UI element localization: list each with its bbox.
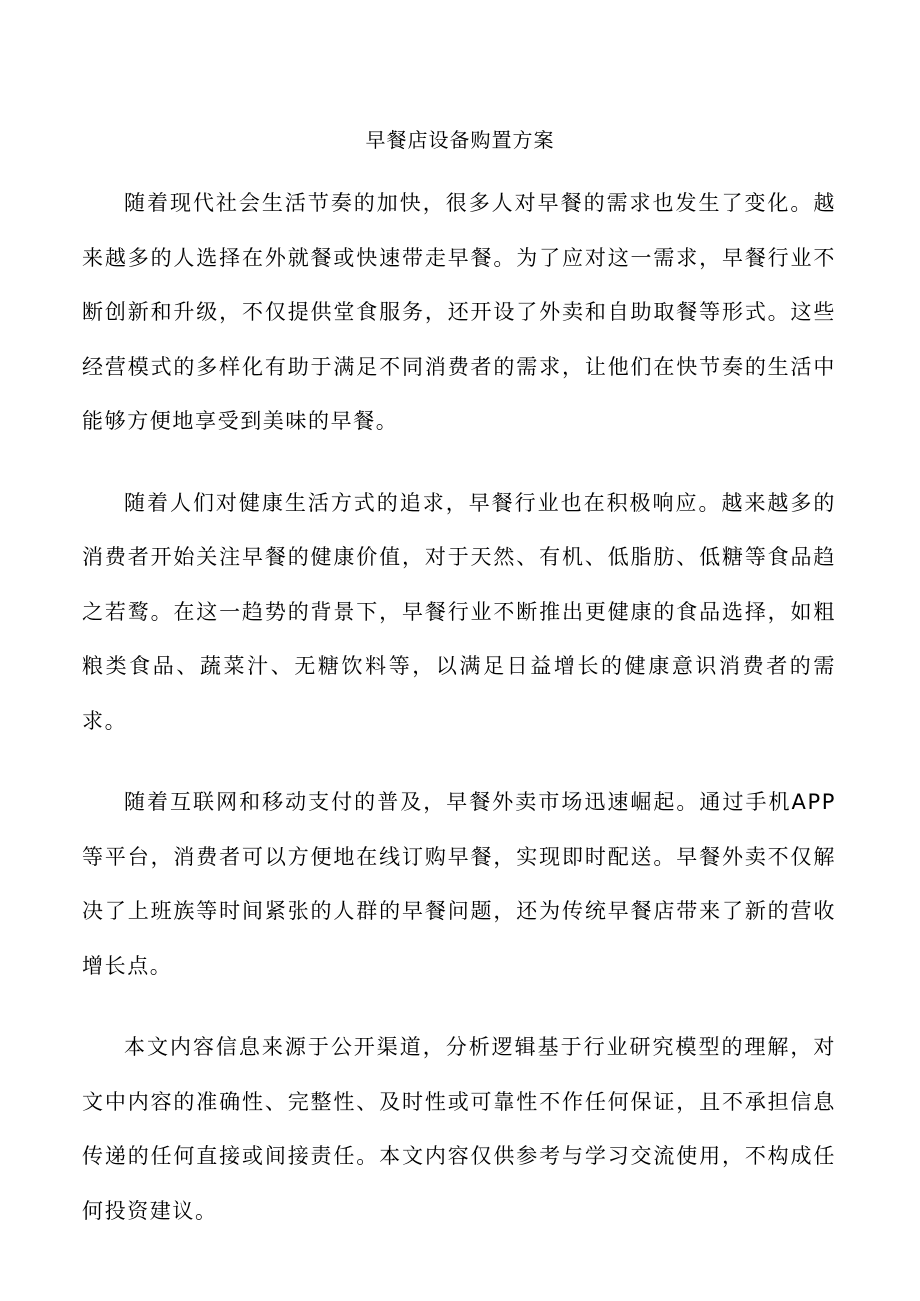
document-title: 早餐店设备购置方案 <box>365 128 555 152</box>
document-body <box>82 176 836 1265</box>
paragraph-4-disclaimer: 本文内容信息来源于公开渠道，分析逻辑基于行业研究模型的理解，对文中内容的准确性、完整性、及时性或可靠性不作任何保证，且不承担信息传递的任何直接或间接责任。本文内容仅供参考与学习交流使用，不构成任何投资建议。 <box>82 1035 836 1223</box>
paragraph-2: 随着人们对健康生活方式的追求，早餐行业也在积极响应。越来越多的消费者开始关注早餐的健康价值，对于天然、有机、低脂肪、低糖等食品趋之若鹜。在这一趋势的背景下，早餐行业不断推出更健康的食品选择，如粗粮类食品、蔬菜汁、无糖饮料等，以满足日益增长的健康意识消费者的需求。 <box>82 490 836 733</box>
paragraph-1: 随着现代社会生活节奏的加快，很多人对早餐的需求也发生了变化。越来越多的人选择在外就餐或快速带走早餐。为了应对这一需求，早餐行业不断创新和升级，不仅提供堂食服务，还开设了外卖和自助取餐等形式。这些经营模式的多样化有助于满足不同消费者的需求，让他们在快节奏的生活中能够方便地享受到美味的早餐。 <box>82 191 836 433</box>
paragraph-3: 随着互联网和移动支付的普及，早餐外卖市场迅速崛起。通过手机APP等平台，消费者可以方便地在线订购早餐，实现即时配送。早餐外卖不仅解决了上班族等时间紧张的人群的早餐问题，还为传统早餐店带来了新的营收增长点。 <box>82 790 836 978</box>
